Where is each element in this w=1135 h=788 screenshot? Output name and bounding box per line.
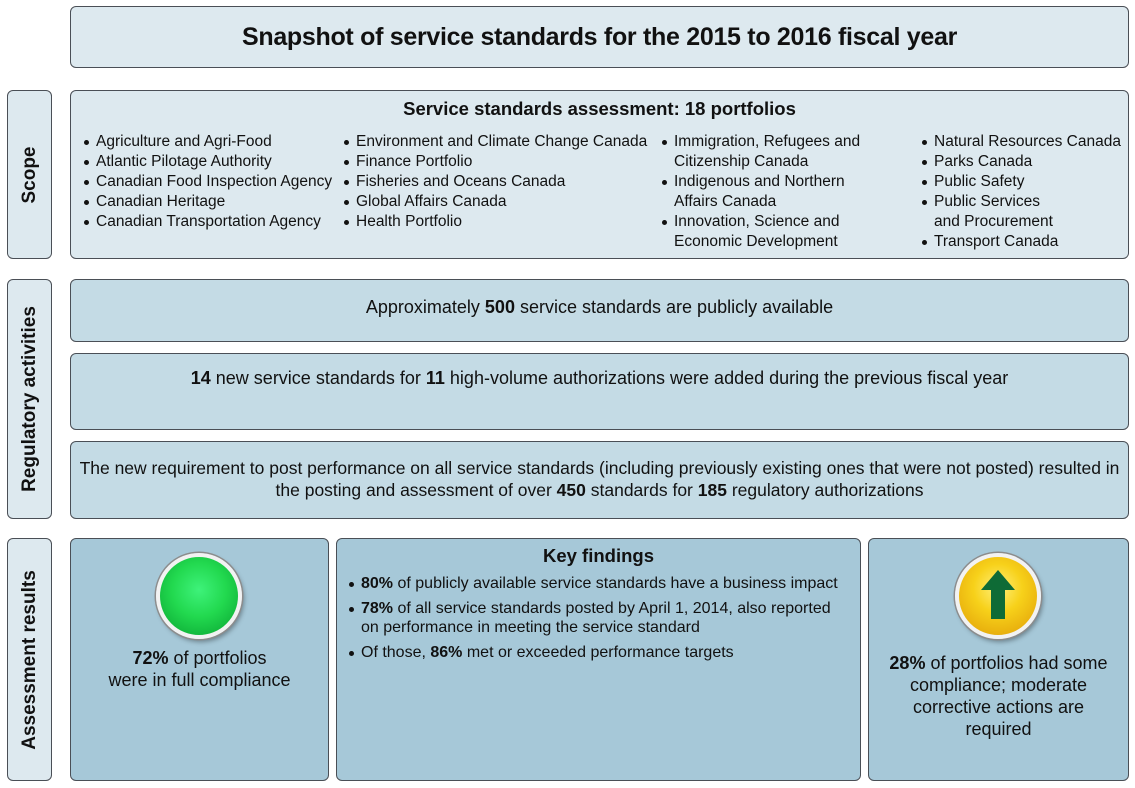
regulatory-text-1: Approximately 500 service standards are publicly available <box>365 297 834 317</box>
scope-heading: Service standards assessment: 18 portfolios <box>403 98 796 119</box>
list-item: Transport Canada <box>921 232 1121 252</box>
list-item: Public Safety <box>921 172 1121 192</box>
page-title <box>70 6 1129 68</box>
assessment-label: Assessment results <box>18 569 40 750</box>
scope-col-3 <box>661 132 860 252</box>
list-item: Parks Canada <box>921 152 1121 172</box>
full-compliance-box <box>70 538 329 781</box>
regulatory-row-2 <box>70 353 1129 430</box>
up-arrow-icon <box>959 557 1037 635</box>
list-item: Canadian Food Inspection Agency <box>83 172 332 192</box>
list-item: 78% of all service standards posted by April 1, 2014, also reported on performance in meeting the service standard <box>348 599 846 638</box>
regulatory-row-3 <box>70 441 1129 519</box>
list-item: Of those, 86% met or exceeded performance targets <box>348 643 846 663</box>
scope-box <box>70 90 1129 259</box>
list-item: Canadian Heritage <box>83 192 332 212</box>
scope-col-1 <box>83 132 332 232</box>
list-item: Global Affairs Canada <box>343 192 647 212</box>
regulatory-text-2: 14 new service standards for 11 high-volume authorizations were added during the previous fiscal year <box>190 368 1009 388</box>
list-item: Natural Resources Canada <box>921 132 1121 152</box>
regulatory-text-3: The new requirement to post performance on all service standards (including previously existing ones that were not posted) resulted in the posting and assessment of over 450 standards for 185 regulatory authorizations <box>79 458 1120 500</box>
regulatory-label-box <box>7 279 52 519</box>
partial-compliance-text: 28% of portfolios had some compliance; moderate corrective actions are required <box>889 653 1108 739</box>
list-item: Innovation, Science and Economic Development <box>661 212 860 252</box>
scope-col-2 <box>343 132 647 232</box>
key-findings-box <box>336 538 861 781</box>
regulatory-label: Regulatory activities <box>18 306 40 492</box>
list-item: Fisheries and Oceans Canada <box>343 172 647 192</box>
list-item: Finance Portfolio <box>343 152 647 172</box>
key-findings-list <box>348 574 846 667</box>
scope-label-box <box>7 90 52 259</box>
full-compliance-text: 72% of portfolios were in full compliance <box>108 648 291 690</box>
list-item: Environment and Climate Change Canada <box>343 132 647 152</box>
list-item: Agriculture and Agri-Food <box>83 132 332 152</box>
list-item: Indigenous and Northern Affairs Canada <box>661 172 860 212</box>
list-item: Health Portfolio <box>343 212 647 232</box>
list-item: Immigration, Refugees and Citizenship Canada <box>661 132 860 172</box>
scope-col-4 <box>921 132 1121 252</box>
list-item: Atlantic Pilotage Authority <box>83 152 332 172</box>
scope-label: Scope <box>18 145 40 204</box>
yellow-circle-icon <box>955 553 1041 639</box>
list-item: Public Services and Procurement <box>921 192 1121 232</box>
assessment-label-box <box>7 538 52 781</box>
list-item: 80% of publicly available service standards have a business impact <box>348 574 846 594</box>
green-circle-icon <box>156 553 242 639</box>
regulatory-row-1 <box>70 279 1129 342</box>
key-findings-title: Key findings <box>542 545 654 566</box>
list-item: Canadian Transportation Agency <box>83 212 332 232</box>
page-title-text: Snapshot of service standards for the 2015 to 2016 fiscal year <box>241 23 958 51</box>
partial-compliance-box <box>868 538 1129 781</box>
